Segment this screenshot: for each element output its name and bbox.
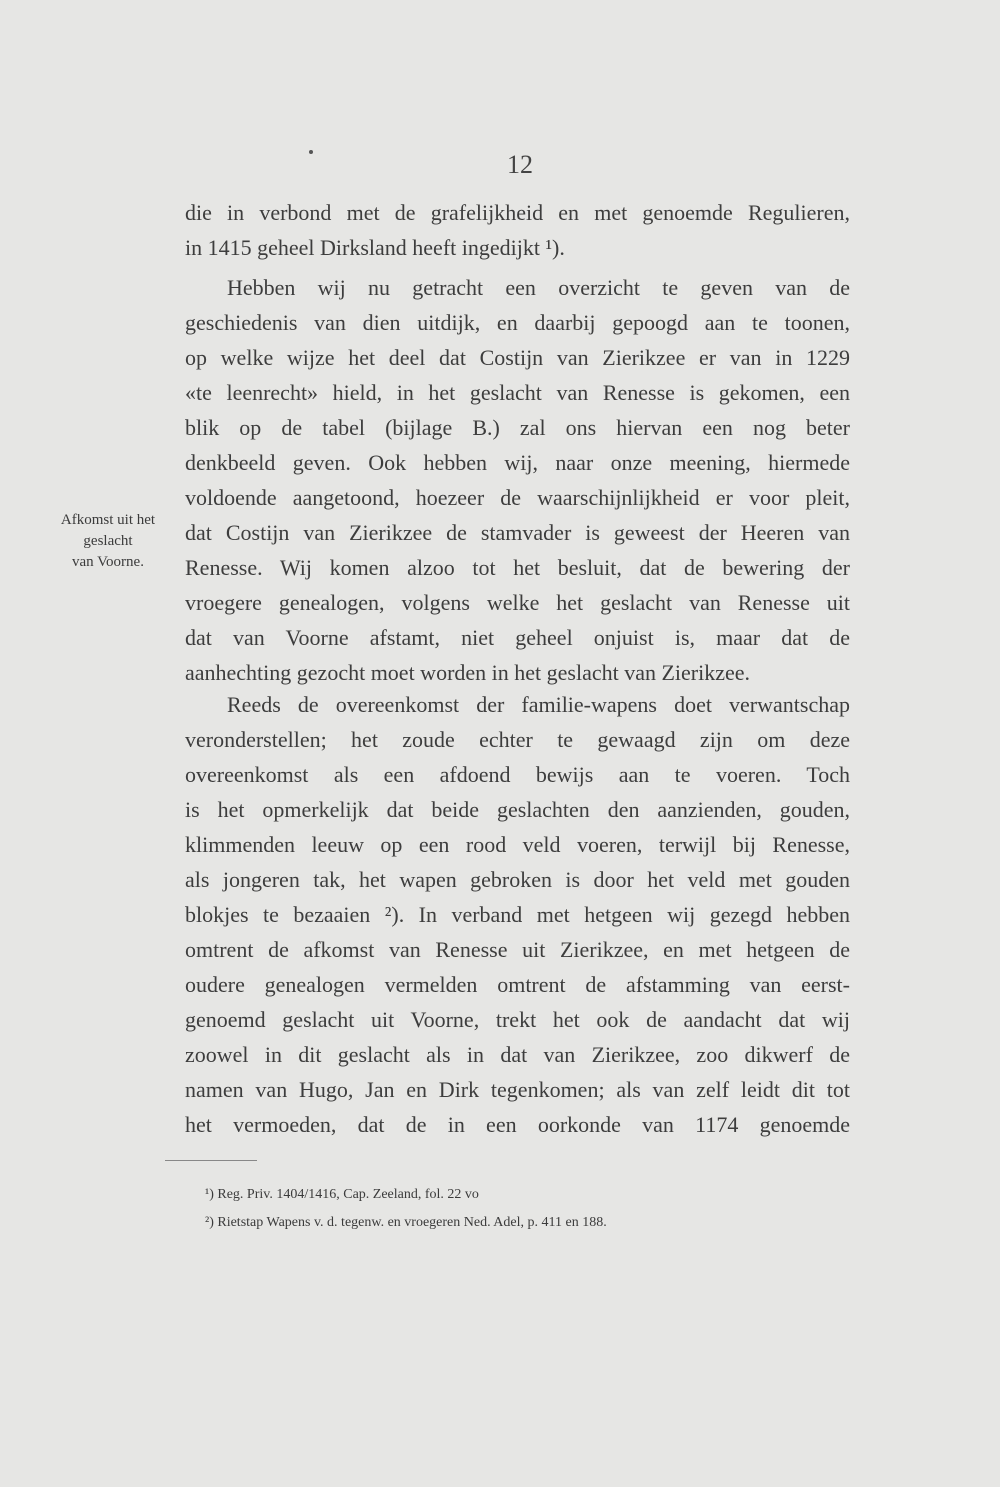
margin-note-line: van Voorne. (72, 554, 144, 570)
text-line: genoemd geslacht uit Voorne, trekt het ook de aandacht dat wij (185, 1007, 850, 1032)
text-line: het vermoeden, dat de in een oorkonde van 1174 genoemde (185, 1112, 850, 1137)
text-line: geschiedenis van dien uitdijk, en daarbij gepoogd aan te toonen, (185, 310, 850, 335)
text-line: voldoende aangetoond, hoezeer de waarschijnlijkheid er voor pleit, (185, 485, 850, 510)
footnote-1: ¹) Reg. Priv. 1404/1416, Cap. Zeeland, fol. 22 vo (205, 1187, 479, 1202)
text-line: blokjes te bezaaien ²). In verband met hetgeen wij gezegd hebben (185, 902, 850, 927)
margin-note-line: geslacht (83, 533, 133, 549)
text-line: klimmenden leeuw op een rood veld voeren, terwijl bij Renesse, (185, 832, 850, 857)
text-line: veronderstellen; het zoude echter te gewaagd zijn om deze (185, 727, 850, 752)
text-line: oudere genealogen vermelden omtrent de afstamming van eerst- (185, 972, 850, 997)
printed-dot-mark (309, 150, 313, 154)
text-line: vroegere genealogen, volgens welke het geslacht van Renesse uit (185, 590, 850, 615)
text-line: Reeds de overeenkomst der familie-wapens doet verwantschap (227, 692, 850, 717)
text-line: dat Costijn van Zierikzee de stamvader is geweest der Heeren van (185, 520, 850, 545)
text-line: namen van Hugo, Jan en Dirk tegenkomen; als van zelf leidt dit tot (185, 1077, 850, 1102)
text-line: aanhechting gezocht moet worden in het geslacht van Zierikzee. (185, 660, 751, 685)
text-line: «te leenrecht» hield, in het geslacht van Renesse is gekomen, een (185, 380, 850, 405)
text-line: zoowel in dit geslacht als in dat van Zierikzee, zoo dikwerf de (185, 1042, 850, 1067)
text-line: op welke wijze het deel dat Costijn van Zierikzee er van in 1229 (185, 345, 850, 370)
text-line: denkbeeld geven. Ook hebben wij, naar onze meening, hiermede (185, 450, 850, 475)
footnote-divider (165, 1160, 257, 1161)
footnote-2: ²) Rietstap Wapens v. d. tegenw. en vroegeren Ned. Adel, p. 411 en 188. (205, 1215, 607, 1230)
text-line: overeenkomst als een afdoend bewijs aan te voeren. Toch (185, 762, 850, 787)
margin-note-line: Afkomst uit het (60, 512, 156, 528)
margin-note (28, 510, 188, 573)
text-line: dat van Voorne afstamt, niet geheel onjuist is, maar dat de (185, 625, 850, 650)
text-line: omtrent de afkomst van Renesse uit Zierikzee, en met hetgeen de (185, 937, 850, 962)
text-line: blik op de tabel (bijlage B.) zal ons hiervan een nog beter (185, 415, 850, 440)
text-line: in 1415 geheel Dirksland heeft ingedijkt ¹). (185, 235, 565, 260)
page-number: 12 (507, 150, 533, 179)
text-line: die in verbond met de grafelijkheid en met genoemde Regulieren, (185, 200, 850, 225)
text-line: als jongeren tak, het wapen gebroken is door het veld met gouden (185, 867, 850, 892)
text-line: Hebben wij nu getracht een overzicht te geven van de (227, 275, 850, 300)
text-line: Renesse. Wij komen alzoo tot het besluit, dat de bewering der (185, 555, 850, 580)
text-line: is het opmerkelijk dat beide geslachten den aanzienden, gouden, (185, 797, 850, 822)
